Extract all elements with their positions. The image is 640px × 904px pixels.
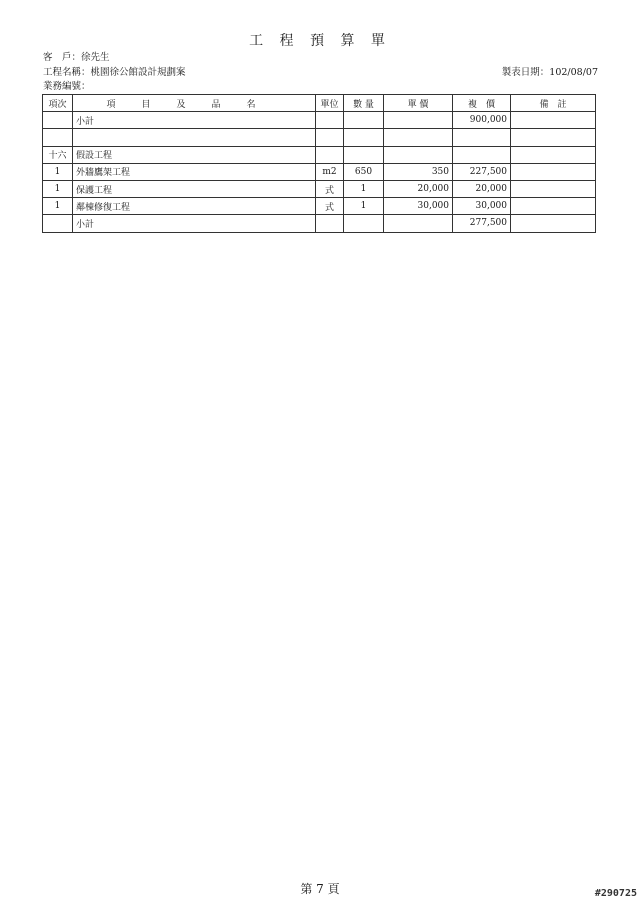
cell-unit [316, 112, 344, 129]
cell-qty: 1 [344, 180, 384, 197]
cell-amount [453, 146, 511, 163]
customer-label: 客 戶： [43, 52, 82, 63]
project-value: 桃園徐公館設計規劃案 [90, 67, 186, 78]
customer-value: 徐先生 [81, 52, 110, 63]
cell-unit: m2 [316, 163, 344, 180]
cell-price: 350 [384, 163, 453, 180]
cell-price [384, 112, 453, 129]
cell-amount: 20,000 [453, 180, 511, 197]
header-item [73, 95, 316, 112]
cell-qty: 650 [344, 163, 384, 180]
page-number: 第 7 頁 [300, 882, 340, 896]
cell-item: 鄰棟修復工程 [73, 198, 316, 215]
cell-no: 十六 [43, 146, 73, 163]
document-title: 工 程 預 算 單 [249, 33, 391, 49]
date-label: 製表日期： [501, 67, 550, 78]
cell-note [511, 112, 596, 129]
cell-unit [316, 146, 344, 163]
cell-price: 20,000 [384, 180, 453, 197]
table-row [43, 112, 596, 129]
cell-price: 30,000 [384, 198, 453, 215]
project-line [43, 67, 186, 79]
cell-item: 保護工程 [73, 180, 316, 197]
table-row [43, 163, 596, 180]
cell-item [73, 129, 316, 146]
cell-amount: 900,000 [453, 112, 511, 129]
header-item-label: 項目及品名 [106, 99, 282, 110]
cell-no [43, 129, 73, 146]
cell-item: 小計 [73, 112, 316, 129]
cell-no [43, 112, 73, 129]
cell-no: 1 [43, 198, 73, 215]
table-header-row [43, 95, 596, 112]
header-note: 備 註 [511, 95, 596, 112]
cell-price [384, 215, 453, 232]
cell-note [511, 198, 596, 215]
header-no: 項次 [43, 95, 73, 112]
cell-price [384, 129, 453, 146]
project-label: 工程名稱： [43, 67, 91, 78]
customer-line [43, 52, 110, 64]
cell-price [384, 146, 453, 163]
header-amount: 複 價 [453, 95, 511, 112]
cell-qty [344, 129, 384, 146]
document-stamp: #290725 [594, 888, 637, 899]
table-row [43, 129, 596, 146]
business-no-label: 業務編號： [43, 81, 91, 92]
header-qty: 數 量 [344, 95, 384, 112]
header-price: 單 價 [384, 95, 453, 112]
cell-qty [344, 215, 384, 232]
cell-note [511, 215, 596, 232]
cell-unit: 式 [316, 198, 344, 215]
budget-table [42, 94, 596, 233]
cell-unit: 式 [316, 180, 344, 197]
cell-amount: 227,500 [453, 163, 511, 180]
cell-item: 小計 [73, 215, 316, 232]
table-row [43, 146, 596, 163]
cell-unit [316, 215, 344, 232]
cell-qty [344, 146, 384, 163]
business-no-line [43, 81, 91, 93]
cell-qty [344, 112, 384, 129]
cell-note [511, 146, 596, 163]
table-row [43, 180, 596, 197]
cell-note [511, 129, 596, 146]
cell-note [511, 163, 596, 180]
cell-qty: 1 [344, 198, 384, 215]
cell-amount: 277,500 [453, 215, 511, 232]
cell-note [511, 180, 596, 197]
cell-item: 外牆鷹架工程 [73, 163, 316, 180]
date-line [502, 67, 598, 79]
date-value: 102/08/07 [549, 67, 598, 78]
header-unit: 單位 [316, 95, 344, 112]
cell-unit [316, 129, 344, 146]
cell-no [43, 215, 73, 232]
cell-amount: 30,000 [453, 198, 511, 215]
table-row [43, 215, 596, 232]
table-row [43, 198, 596, 215]
cell-item: 假設工程 [73, 146, 316, 163]
cell-no: 1 [43, 163, 73, 180]
cell-no: 1 [43, 180, 73, 197]
cell-amount [453, 129, 511, 146]
